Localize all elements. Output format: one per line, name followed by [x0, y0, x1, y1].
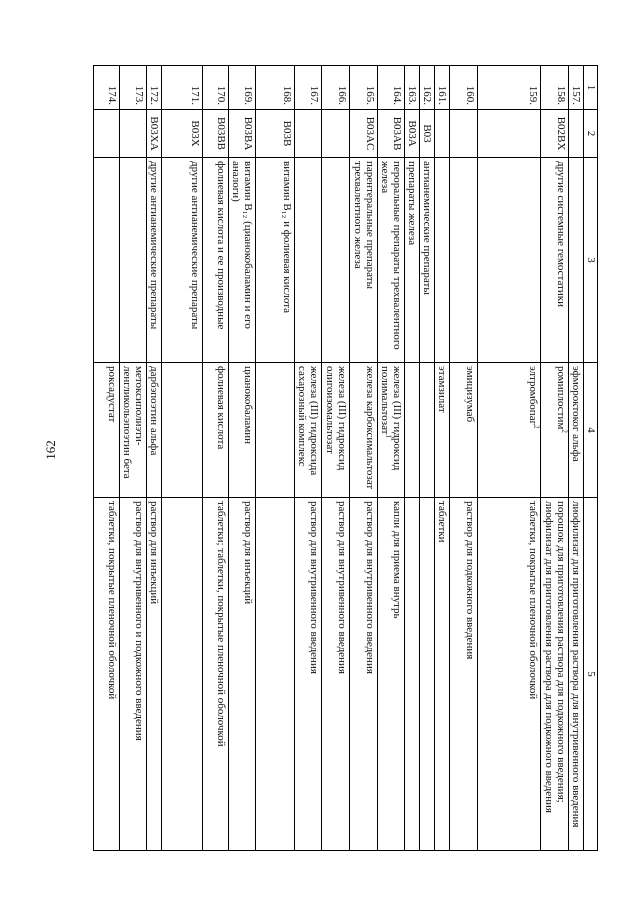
group-name: [435, 158, 450, 363]
table-row: [203, 66, 229, 851]
group-name: [94, 158, 120, 363]
atc-code: B03: [420, 110, 435, 158]
dosage-form: таблетки, покрытые пленочной оболочкой: [94, 498, 120, 851]
atc-code: B03AC: [350, 110, 378, 158]
row-number: 167.: [295, 66, 322, 110]
group-name: пероральные препараты трехвалентного железа: [378, 158, 405, 363]
group-name: антианемические препараты: [420, 158, 435, 363]
atc-code: [94, 110, 120, 158]
drug-name: дарбэпоэтин альфа: [147, 363, 162, 498]
dosage-form: капли для приема внутрь: [378, 498, 405, 851]
dosage-form: таблетки: [435, 498, 450, 851]
group-name: [478, 158, 541, 363]
group-name: фолиевая кислота и ее производные: [203, 158, 229, 363]
row-number: 170.: [203, 66, 229, 110]
dosage-form: [162, 498, 203, 851]
dosage-form: раствор для внутривенного введения: [322, 498, 350, 851]
atc-code: [478, 110, 541, 158]
row-number: 157.: [569, 66, 584, 110]
atc-code: B03X: [162, 110, 203, 158]
atc-code: B03A: [405, 110, 420, 158]
drug-name: эмицизумаб: [450, 363, 478, 498]
drug-name: эфмороктоког альфа: [569, 363, 584, 498]
atc-code: B03B: [256, 110, 295, 158]
header-cell: 3: [584, 158, 598, 363]
dosage-form: раствор для внутривенного введения: [350, 498, 378, 851]
atc-code: [450, 110, 478, 158]
row-number: 169.: [229, 66, 256, 110]
row-number: 171.: [162, 66, 203, 110]
header-cell: 5: [584, 498, 598, 851]
header-cell: 2: [584, 110, 598, 158]
row-number: 165.: [350, 66, 378, 110]
atc-code: [435, 110, 450, 158]
group-name: витамин B₁₂ (цианокобаламин и его аналоги): [229, 158, 256, 363]
atc-code: B03BA: [229, 110, 256, 158]
atc-code: B03BB: [203, 110, 229, 158]
table-row: [162, 66, 203, 851]
atc-code: [295, 110, 322, 158]
drug-name: ромиплостим$^2$: [541, 363, 569, 498]
footnote-mark: 2: [532, 425, 541, 429]
row-number: 173.: [120, 66, 147, 110]
row-number: 164.: [378, 66, 405, 110]
dosage-form: [420, 498, 435, 851]
table-row: [350, 66, 378, 851]
drug-name: [405, 363, 420, 498]
group-name: [569, 158, 584, 363]
dosage-form: раствор для внутривенного и подкожного введения: [120, 498, 147, 851]
dosage-form: лиофилизат для приготовления раствора для внутривенного введения: [569, 498, 584, 851]
header-cell: 1: [584, 66, 598, 110]
table-row: [378, 66, 405, 851]
drug-name: [256, 363, 295, 498]
atc-code: B02BX: [541, 110, 569, 158]
dosage-form: раствор для инъекций: [147, 498, 162, 851]
drug-name: железа (III) гидроксид олигоизомальтозат: [322, 363, 350, 498]
group-name: другие антианемические препараты: [147, 158, 162, 363]
group-name: другие системные гемостатики: [541, 158, 569, 363]
dosage-form: порошок для приготовления раствора для подкожного введения; лиофилизат для приготовления раствора для подкожного введения: [541, 498, 569, 851]
atc-code: [322, 110, 350, 158]
drug-name: железа (III) гидроксида сахарозный комплекс: [295, 363, 322, 498]
drug-name: цианокобаламин: [229, 363, 256, 498]
row-number: 172.: [147, 66, 162, 110]
page-number: 162: [43, 440, 58, 460]
group-name: [120, 158, 147, 363]
table-row: [94, 66, 120, 851]
drug-name: железа (III) гидроксид полимальтозат$^1$: [378, 363, 405, 498]
table-row: [120, 66, 147, 851]
group-name: [322, 158, 350, 363]
footnote-mark: 2: [560, 429, 569, 433]
footnote-mark: 1: [384, 434, 393, 438]
dosage-form: раствор для подкожного введения: [450, 498, 478, 851]
table-row: [322, 66, 350, 851]
drug-name: этамзилат: [435, 363, 450, 498]
row-number: 159.: [478, 66, 541, 110]
table-row: [147, 66, 162, 851]
group-name: парентеральные препараты трехвалентного железа: [350, 158, 378, 363]
dosage-form: раствор для инъекций: [229, 498, 256, 851]
row-number: 166.: [322, 66, 350, 110]
atc-code: [120, 110, 147, 158]
header-cell: 4: [584, 363, 598, 498]
drug-name: роксадустат: [94, 363, 120, 498]
drug-table: [93, 65, 598, 851]
drug-name: железа карбоксимальтозат: [350, 363, 378, 498]
table-row: [435, 66, 450, 851]
row-number: 158.: [541, 66, 569, 110]
rotated-table-wrapper: [88, 65, 598, 850]
dosage-form: [405, 498, 420, 851]
row-number: 163.: [405, 66, 420, 110]
group-name: препараты железа: [405, 158, 420, 363]
row-number: 160.: [450, 66, 478, 110]
drug-name: элтромбопаг$^2$: [478, 363, 541, 498]
drug-name: [420, 363, 435, 498]
group-name: [295, 158, 322, 363]
drug-name: метоксиполиэти-ленгликольэпоэтин бета: [120, 363, 147, 498]
table-row: [450, 66, 478, 851]
row-number: 174.: [94, 66, 120, 110]
table-row: [478, 66, 541, 851]
dosage-form: таблетки; таблетки, покрытые пленочной оболочкой: [203, 498, 229, 851]
row-number: 161.: [435, 66, 450, 110]
table-row: [405, 66, 420, 851]
table-row: [229, 66, 256, 851]
table-row: [541, 66, 569, 851]
atc-code: B03AB: [378, 110, 405, 158]
drug-name: [162, 363, 203, 498]
table-row: [256, 66, 295, 851]
dosage-form: раствор для внутривенного введения: [295, 498, 322, 851]
table-row: [420, 66, 435, 851]
table-row: [569, 66, 584, 851]
table-row: [295, 66, 322, 851]
dosage-form: таблетки, покрытые пленочной оболочкой: [478, 498, 541, 851]
row-number: 162.: [420, 66, 435, 110]
atc-code: B03XA: [147, 110, 162, 158]
group-name: [450, 158, 478, 363]
row-number: 168.: [256, 66, 295, 110]
header-row: [584, 66, 598, 851]
dosage-form: [256, 498, 295, 851]
group-name: другие антианемические препараты: [162, 158, 203, 363]
drug-name: фолиевая кислота: [203, 363, 229, 498]
group-name: витамин B₁₂ и фолиевая кислота: [256, 158, 295, 363]
atc-code: [569, 110, 584, 158]
